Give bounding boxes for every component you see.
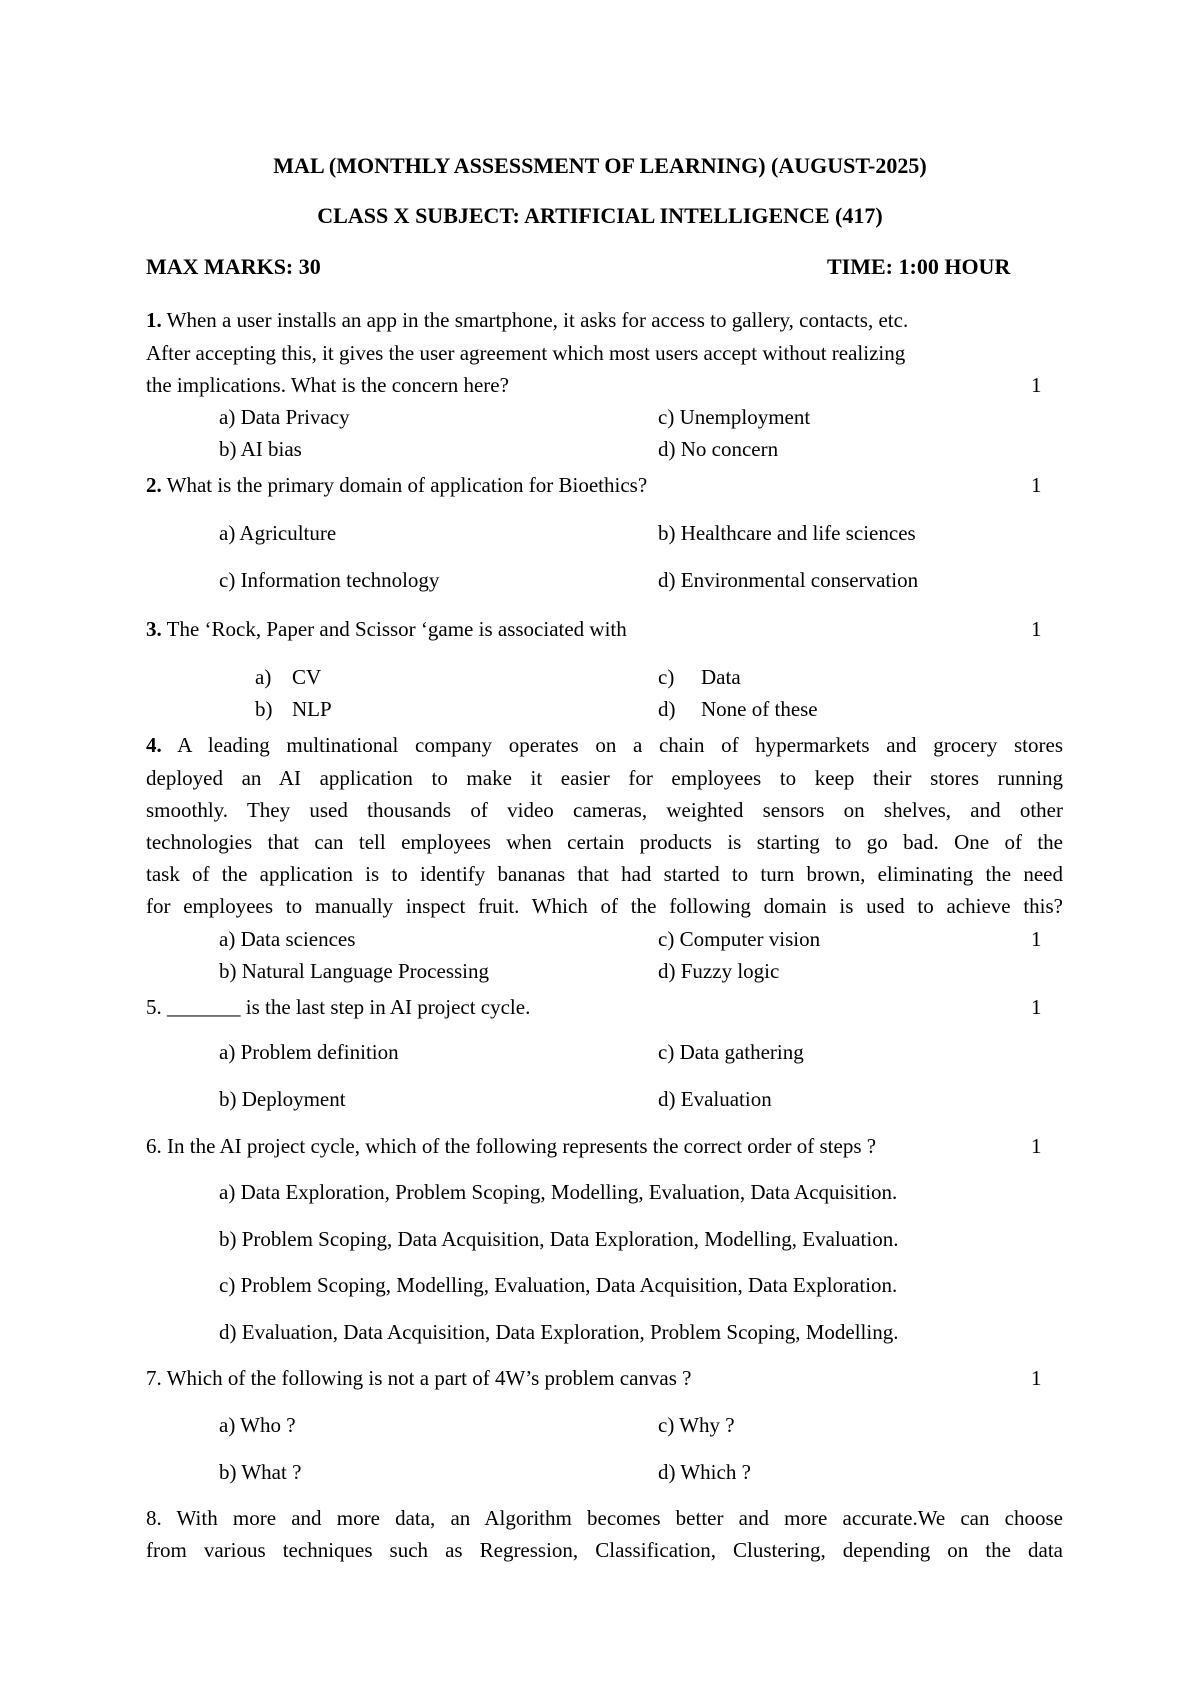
question-6-option-d: d) Evaluation, Data Acquisition, Data Exploration, Problem Scoping, Modelling. — [219, 1320, 899, 1344]
question-2-option-d: d) Environmental conservation — [658, 568, 919, 592]
question-1-text: When a user installs an app in the smartphone, it asks for access to gallery, contacts, etc. — [166, 308, 909, 332]
question-2-marks: 1 — [1031, 473, 1042, 497]
exam-title: MAL (MONTHLY ASSESSMENT OF LEARNING) (AUGUST-2025) — [273, 153, 927, 178]
question-4-line-5: task of the application is to identify bananas that had started to turn brown, eliminating the need — [146, 862, 1063, 886]
question-8-line-2: from various techniques such as Regression, Classification, Clustering, depending on the data — [146, 1538, 1063, 1562]
question-6-option-b: b) Problem Scoping, Data Acquisition, Data Exploration, Modelling, Evaluation. — [219, 1227, 899, 1251]
question-1-option-c: c) Unemployment — [658, 405, 811, 429]
question-6: 6. In the AI project cycle, which of the following represents the correct order of steps ? — [146, 1134, 877, 1158]
max-marks: MAX MARKS: 30 — [146, 254, 321, 279]
question-5-marks: 1 — [1031, 995, 1042, 1019]
question-2-option-c: c) Information technology — [219, 568, 440, 592]
question-3-option-b: NLP — [292, 697, 332, 721]
question-4-option-d: d) Fuzzy logic — [658, 959, 780, 983]
question-6-option-a: a) Data Exploration, Problem Scoping, Modelling, Evaluation, Data Acquisition. — [219, 1180, 898, 1204]
question-3 — [146, 619, 627, 640]
question-6-option-c: c) Problem Scoping, Modelling, Evaluation, Data Acquisition, Data Exploration. — [219, 1273, 898, 1297]
question-2-option-b: b) Healthcare and life sciences — [658, 521, 916, 545]
question-1-line-2: After accepting this, it gives the user agreement which most users accept without realizing — [146, 341, 906, 365]
question-3-marks: 1 — [1031, 617, 1042, 641]
question-2 — [146, 475, 647, 496]
question-4-option-a: a) Data sciences — [219, 927, 356, 951]
question-4-line-1 — [146, 735, 1063, 756]
question-3-number: 3. — [146, 617, 162, 641]
question-3-option-a-label: a) — [255, 665, 272, 689]
question-2-number: 2. — [146, 473, 162, 497]
question-3-option-d-label: d) — [658, 697, 676, 721]
question-2-option-a: a) Agriculture — [219, 521, 337, 545]
question-4-line-4: technologies that can tell employees when certain products is starting to go bad. One of the — [146, 830, 1063, 854]
question-4-option-b: b) Natural Language Processing — [219, 959, 489, 983]
question-4-line-6: for employees to manually inspect fruit. Which of the following domain is used to achieve this? — [146, 894, 1063, 918]
question-7-marks: 1 — [1031, 1366, 1042, 1390]
question-3-option-b-label: b) — [255, 697, 273, 721]
question-6-marks: 1 — [1031, 1134, 1042, 1158]
question-3-text: The ‘Rock, Paper and Scissor ‘game is associated with — [166, 617, 627, 641]
question-5-option-a: a) Problem definition — [219, 1040, 399, 1064]
question-4-number: 4. — [146, 733, 162, 757]
question-4-text: A leading multinational company operates on a chain of hypermarkets and grocery stores — [177, 733, 1064, 757]
question-5: 5. _______ is the last step in AI project cycle. — [146, 995, 531, 1019]
question-1-number: 1. — [146, 308, 162, 332]
question-4-marks: 1 — [1031, 927, 1042, 951]
question-1-line-3: the implications. What is the concern here? — [146, 373, 509, 397]
question-7: 7. Which of the following is not a part of 4W’s problem canvas ? — [146, 1366, 692, 1390]
question-7-option-c: c) Why ? — [658, 1413, 735, 1437]
question-5-option-c: c) Data gathering — [658, 1040, 804, 1064]
question-1-option-d: d) No concern — [658, 437, 779, 461]
question-1-option-b: b) AI bias — [219, 437, 302, 461]
question-1-option-a: a) Data Privacy — [219, 405, 350, 429]
question-4-option-c: c) Computer vision — [658, 927, 821, 951]
question-4-line-3: smoothly. They used thousands of video cameras, weighted sensors on shelves, and other — [146, 798, 1063, 822]
question-3-option-a: CV — [292, 665, 322, 689]
question-1-marks: 1 — [1031, 373, 1042, 397]
question-5-option-b: b) Deployment — [219, 1087, 346, 1111]
question-7-option-d: d) Which ? — [658, 1460, 751, 1484]
question-3-option-c: Data — [701, 665, 741, 689]
question-3-option-d: None of these — [701, 697, 818, 721]
question-4-line-2: deployed an AI application to make it easier for employees to keep their stores running — [146, 766, 1063, 790]
question-7-option-a: a) Who ? — [219, 1413, 296, 1437]
question-7-option-b: b) What ? — [219, 1460, 302, 1484]
question-3-option-c-label: c) — [658, 665, 675, 689]
question-8-line-1: 8. With more and more data, an Algorithm becomes better and more accurate.We can choose — [146, 1506, 1063, 1530]
exam-time: TIME: 1:00 HOUR — [827, 254, 1011, 279]
exam-subtitle: CLASS X SUBJECT: ARTIFICIAL INTELLIGENCE (417) — [317, 203, 883, 228]
question-5-option-d: d) Evaluation — [658, 1087, 772, 1111]
question-1-line-1 — [146, 310, 908, 331]
question-2-text: What is the primary domain of application for Bioethics? — [166, 473, 648, 497]
